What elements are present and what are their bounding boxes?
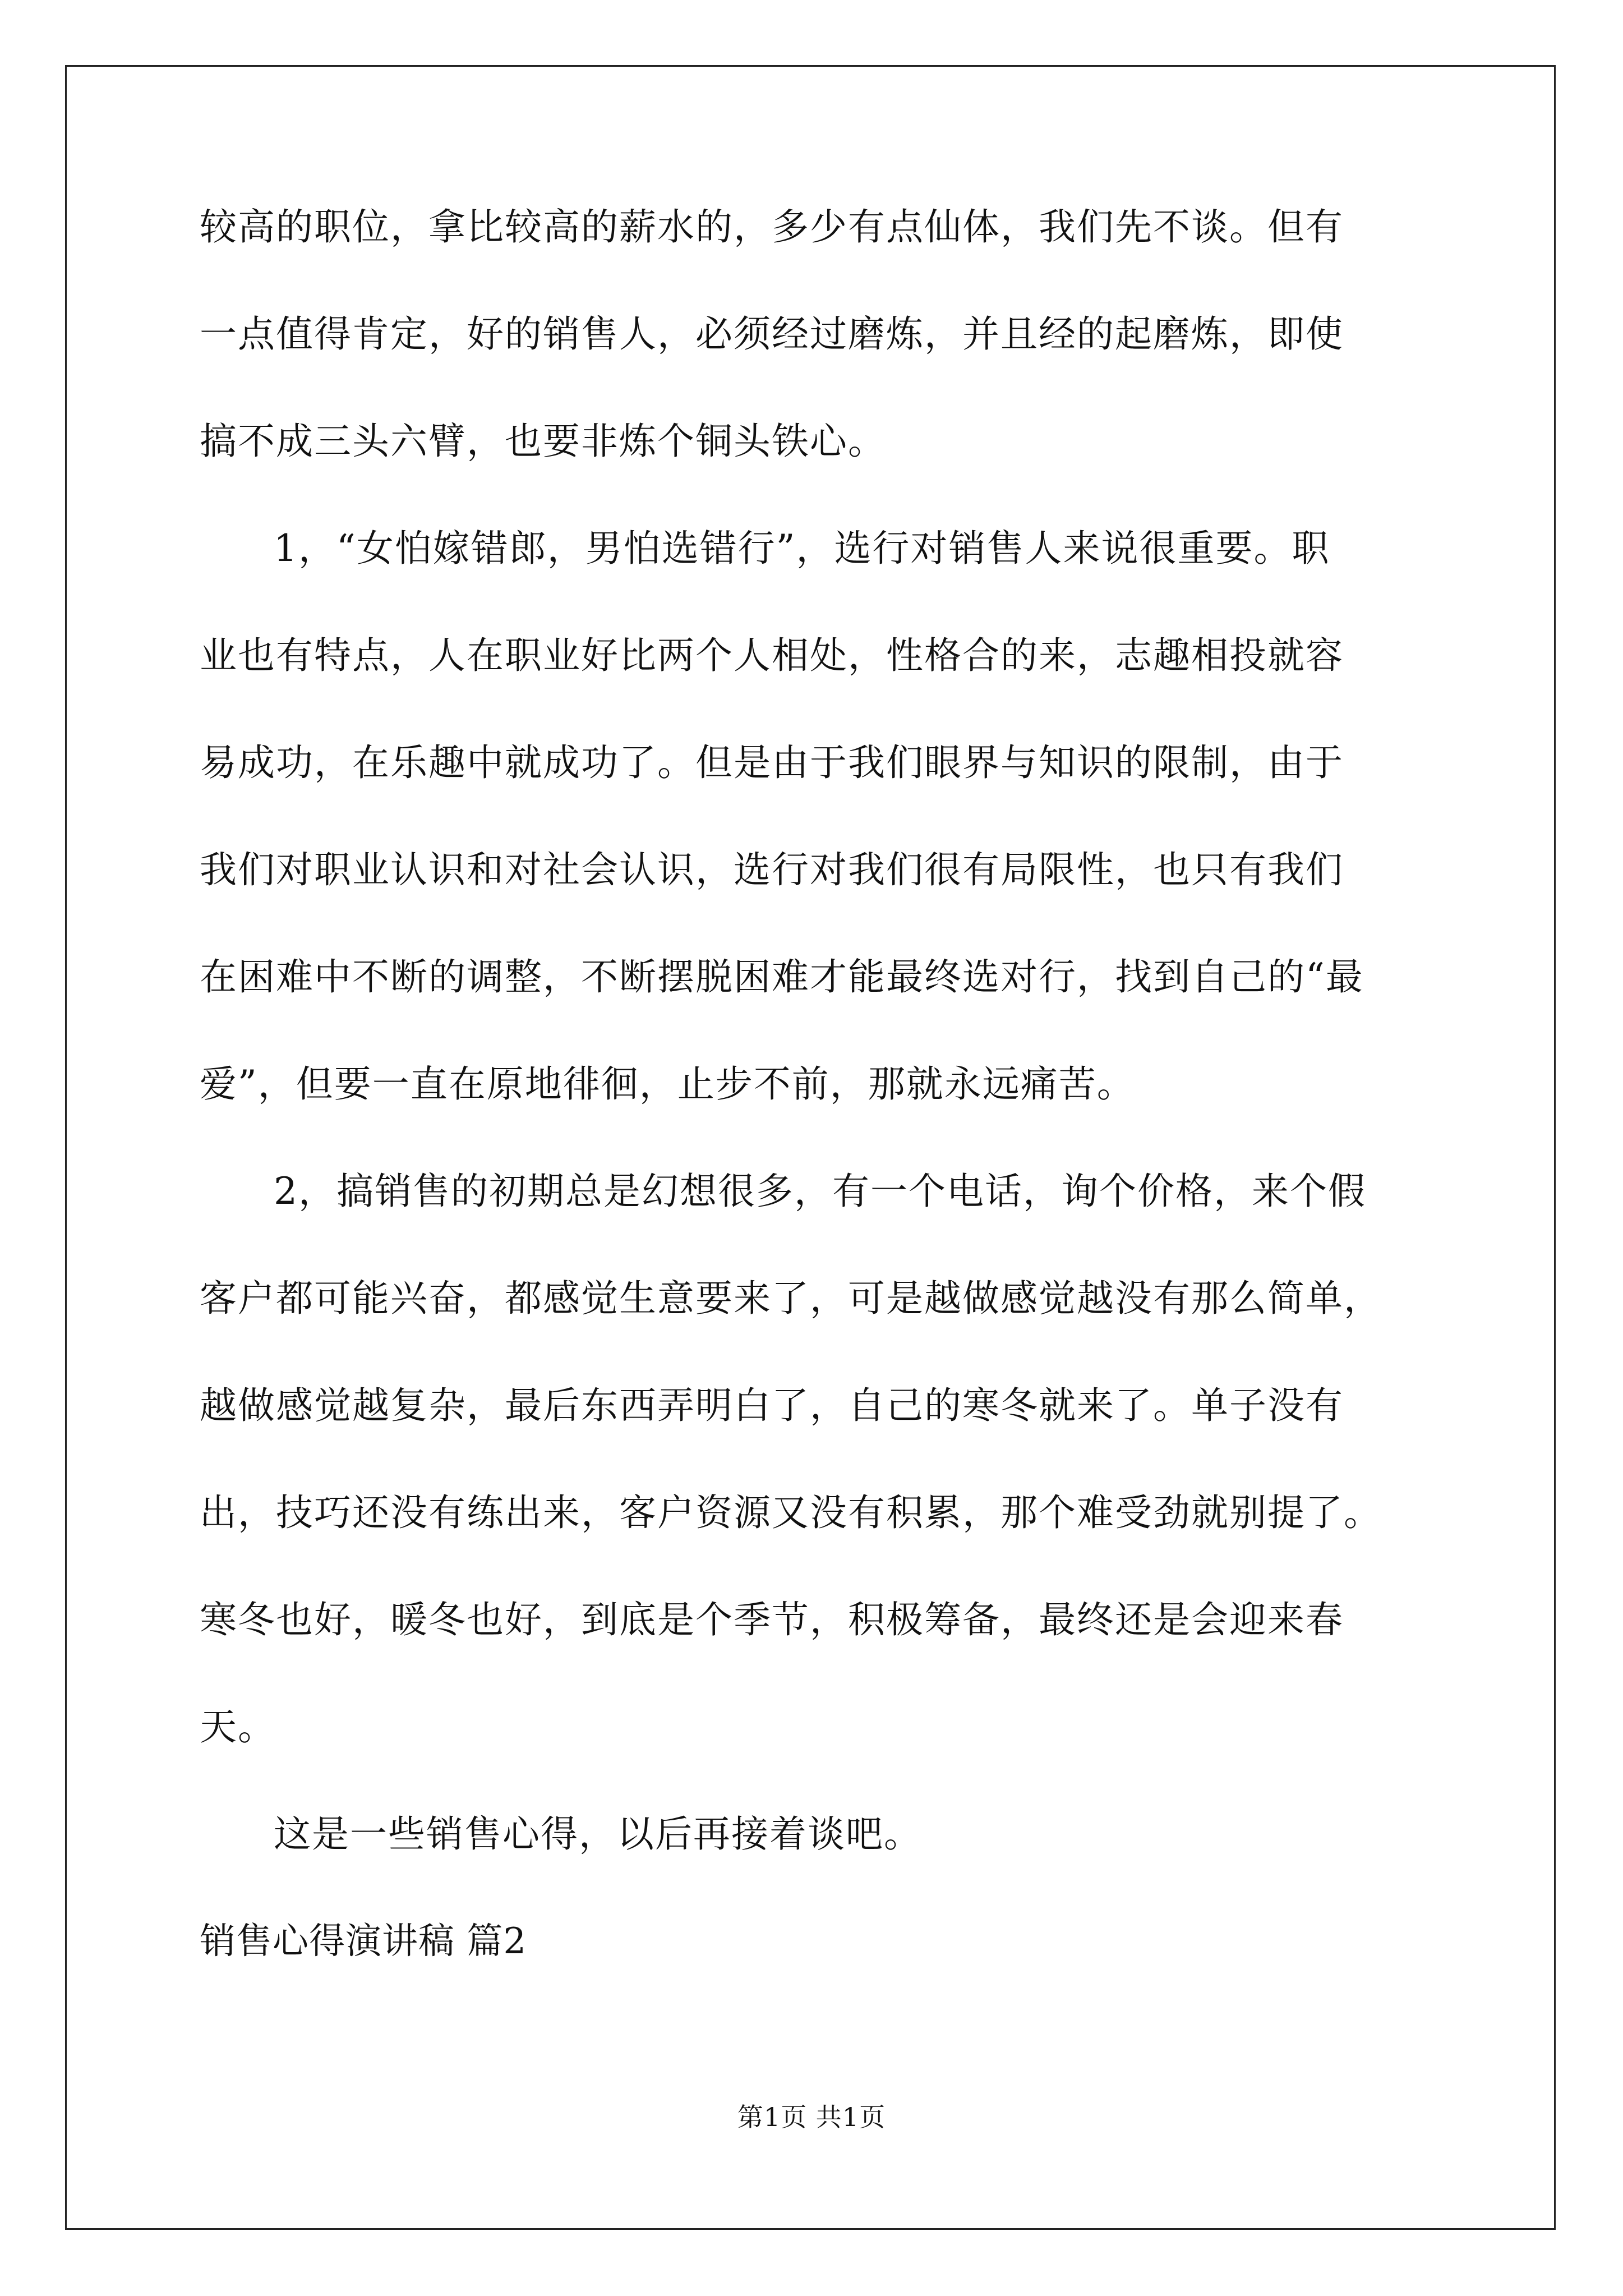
paragraph-line: 较高的职位，拿比较高的薪水的，多少有点仙体，我们先不谈。但有 bbox=[200, 205, 1344, 249]
document-body bbox=[200, 205, 1433, 2029]
paragraph-line: 天。 bbox=[200, 1705, 276, 1749]
paragraph-line: 在困难中不断的调整，不断摆脱困难才能最终选对行，找到自己的“最 bbox=[200, 955, 1364, 999]
paragraph-line: 出，技巧还没有练出来，客户资源又没有积累，那个难受劲就别提了。 bbox=[200, 1491, 1382, 1534]
page-footer: 第1页 共1页 bbox=[737, 2102, 886, 2132]
paragraph-line: 易成功，在乐趣中就成功了。但是由于我们眼界与知识的限制，由于 bbox=[200, 741, 1344, 784]
paragraph-line: 这是一些销售心得，以后再接着谈吧。 bbox=[274, 1812, 922, 1856]
paragraph-line: 我们对职业认识和对社会认识，选行对我们很有局限性，也只有我们 bbox=[200, 848, 1344, 891]
paragraph-line: 一点值得肯定，好的销售人，必须经过磨炼，并且经的起磨炼，即使 bbox=[200, 312, 1344, 356]
paragraph-line: 2，搞销售的初期总是幻想很多，有一个电话，询个价格，来个假 bbox=[274, 1170, 1366, 1213]
paragraph-line: 业也有特点，人在职业好比两个人相处，性格合的来，志趣相投就容 bbox=[200, 634, 1344, 677]
paragraph-line: 搞不成三头六臂，也要非炼个铜头铁心。 bbox=[200, 420, 886, 463]
paragraph-line: 寒冬也好，暖冬也好，到底是个季节，积极筹备，最终还是会迎来春 bbox=[200, 1598, 1344, 1641]
section-heading: 销售心得演讲稿 篇2 bbox=[200, 1921, 527, 1962]
paragraph-line: 越做感觉越复杂，最后东西弄明白了，自己的寒冬就来了。单子没有 bbox=[200, 1384, 1344, 1427]
paragraph-line: 爱”，但要一直在原地徘徊，止步不前，那就永远痛苦。 bbox=[200, 1062, 1135, 1106]
paragraph-line: 客户都可能兴奋，都感觉生意要来了，可是越做感觉越没有那么简单， bbox=[200, 1277, 1382, 1320]
paragraph-line: 1，“女怕嫁错郎，男怕选错行”，选行对销售人来说很重要。职 bbox=[274, 527, 1330, 570]
